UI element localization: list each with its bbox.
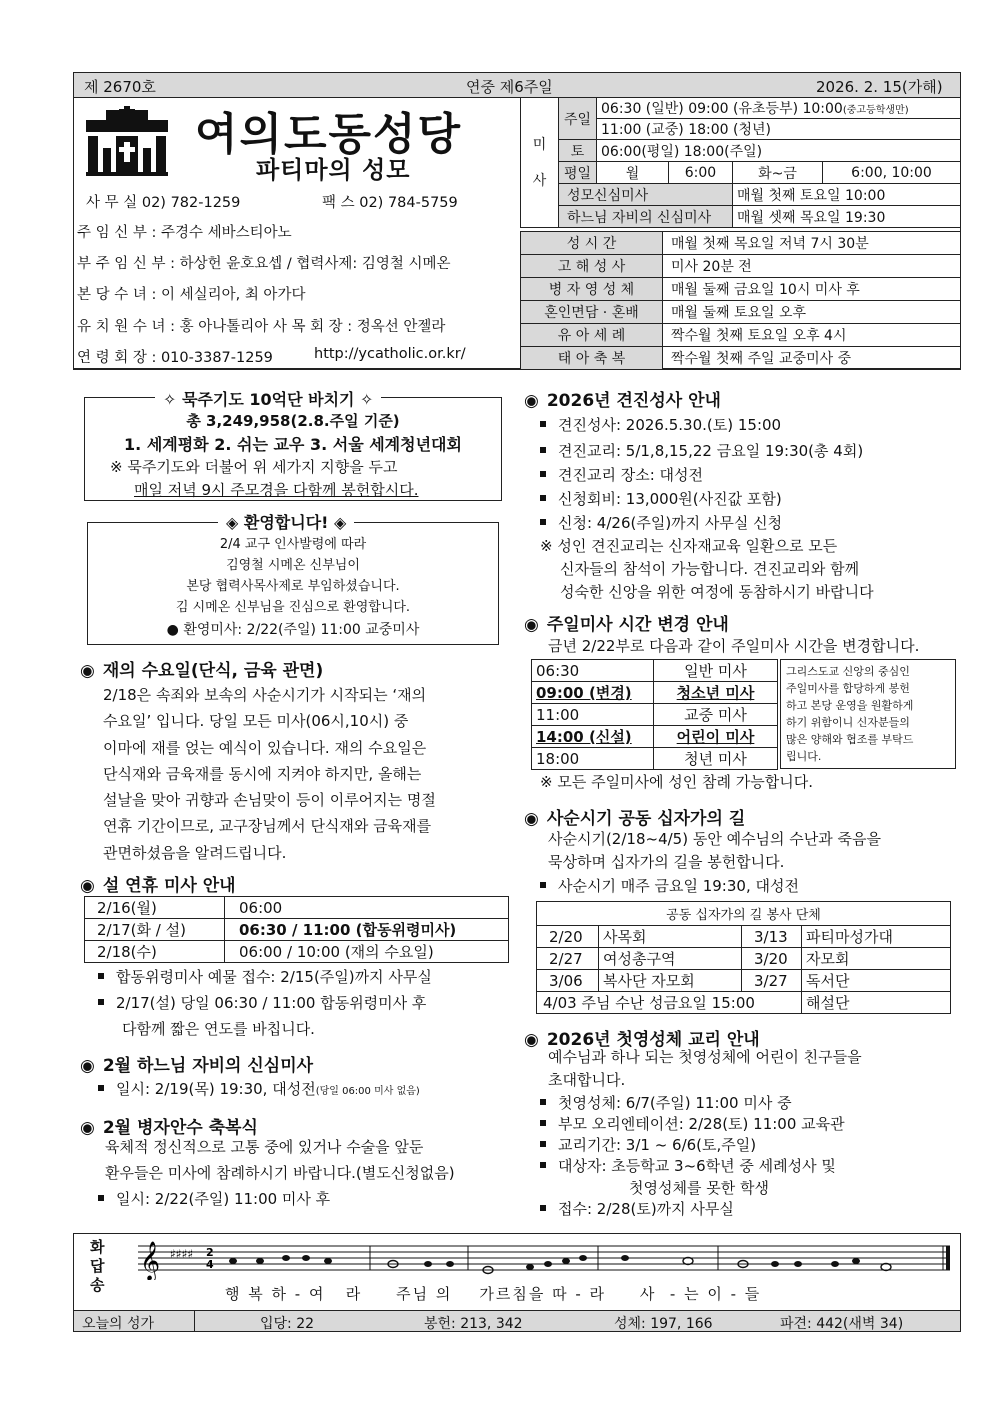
note-line: 립니다.: [786, 750, 822, 763]
ash-line: 이마에 재를 얹는 예식이 있습니다. 재의 수요일은: [103, 738, 427, 757]
new-year-date: 2/17(화 / 설): [85, 919, 225, 941]
confirmation-title: 2026년 견진성사 안내: [546, 391, 721, 411]
kindergarten-line: 유 치 원 수 녀 : 홍 아나톨리아 사 목 회 장 : 정옥선 안젤라: [77, 319, 446, 335]
tue-fri-label: 화~금: [733, 162, 823, 184]
communion-title: 2026년 첫영성체 교리 안내: [546, 1030, 760, 1050]
sunday-mass-time: 18:00: [532, 748, 654, 770]
cross-date: 3/27: [742, 970, 802, 992]
square-bullet-icon: [98, 973, 104, 979]
issue-bar: [73, 72, 961, 98]
sunday-mass-time: 11:00: [532, 704, 654, 726]
sunday-mass-line2: 11:00 (교중) 18:00 (청년): [597, 119, 961, 140]
communion-item-cont: 첫영성체를 못한 학생: [629, 1179, 769, 1197]
cross-date: 3/13: [742, 926, 802, 948]
new-year-table: [84, 896, 509, 963]
hymns-footer: [73, 1310, 961, 1332]
mercy-heading: [80, 1051, 313, 1076]
cross-table-title: 공동 십자가의 길 봉사 단체: [537, 902, 951, 926]
new-year-time: 06:30 / 11:00 (합동위령미사): [225, 919, 509, 941]
sick-line-2: 환우들은 미사에 참례하시기 바랍니다.(별도신청없음): [105, 1164, 455, 1182]
sick-title: 2월 병자안수 축복식: [102, 1118, 258, 1138]
square-bullet-icon: [540, 1099, 546, 1105]
communion-line-2: 초대합니다.: [548, 1071, 626, 1089]
square-bullet-icon: [540, 882, 546, 888]
mass-schedule-table: [520, 97, 961, 228]
mary-devotion-time: 매월 첫째 토요일 10:00: [733, 184, 961, 206]
cross-last-date: 4/03 주님 수난 성금요일 15:00: [537, 992, 802, 1014]
recessional-hymn: 파견: 442(새벽 34): [780, 1316, 904, 1332]
sunday-change-intro: 금년 2/22부로 다음과 같이 주일미사 시간을 변경합니다.: [548, 637, 920, 655]
weekday-label: 평일: [559, 162, 597, 184]
ash-line: 2/18은 속죄와 보속의 사순시기가 시작되는 ‘재의: [103, 686, 427, 704]
sunday-mass-time: 14:00 (신설): [532, 726, 654, 748]
target-bullet-icon: ◉: [80, 876, 95, 896]
note-line: 많은 양해와 협조를 부탁드: [786, 733, 914, 746]
rosary-total: 총 3,249,958(2.8.주일 기준): [186, 412, 400, 430]
confirmation-item: 신청회비: 13,000원(사진값 포함): [534, 488, 782, 511]
sacrament-label: 병 자 영 성 체: [521, 278, 663, 301]
target-bullet-icon: ◉: [80, 661, 95, 681]
cross-group: 자모회: [802, 948, 951, 970]
cross-title: 사순시기 공동 십자가의 길: [546, 809, 746, 829]
sunday-change-table: [531, 659, 778, 770]
ash-line: 연휴 기간이므로, 교구장님께서 단식재와 금육재를: [103, 817, 432, 836]
sunday-change-note: ※ 모든 주일미사에 성인 참례 가능합니다.: [540, 773, 814, 791]
square-bullet-icon: [540, 1120, 546, 1126]
cross-group: 파티마성가대: [802, 926, 951, 948]
new-year-bullet: 2/17(설) 당일 06:30 / 11:00 합동위령미사 후: [92, 992, 426, 1015]
cross-date: 2/20: [537, 926, 599, 948]
sunday-mass-line1: 06:30 (일반) 09:00 (유초등부) 10:00: [601, 101, 843, 117]
ash-line: 설날을 맞아 귀향과 손님맞이 등이 이루어지는 명절: [103, 791, 436, 810]
ash-line: 단식재와 금육재를 동시에 지켜야 하지만, 올해는: [103, 764, 422, 783]
sunday-change-title: 주일미사 시간 변경 안내: [546, 615, 729, 635]
cross-group: 복사단 자모회: [599, 970, 742, 992]
psalm-lyrics: 행 복 하 - 여 라 주님 의 가르침을 따 - 라 사 - 는 이 - 들: [225, 1285, 762, 1303]
confirmation-note-3: 성숙한 신앙을 위한 여정에 동참하시기 바랍니다: [560, 583, 874, 601]
communion-hymns: 성체: 197, 166: [614, 1316, 713, 1332]
welcome-line: 2/4 교구 인사발령에 따라: [219, 537, 367, 552]
square-bullet-icon: [540, 1205, 546, 1211]
church-logo-icon: [86, 106, 168, 176]
rosary-intentions: 1. 세계평화 2. 쉬는 교우 3. 서울 세계청년대회: [124, 435, 462, 454]
sacrament-value: 짝수월 첫째 토요일 오후 4시: [663, 324, 961, 347]
parish-subtitle: 파티마의 성모: [256, 156, 411, 184]
note-line: 하고 본당 운영을 원활하게: [786, 699, 914, 712]
office-phone: 사 무 실 02) 782-1259: [86, 195, 241, 211]
note-line: 하기 위함이니 신자분들의: [786, 716, 910, 729]
welcome-line: 본당 협력사목사제로 부임하셨습니다.: [186, 579, 400, 594]
confirmation-item: 신청: 4/26(주일)까지 사무실 신청: [534, 512, 782, 535]
sacrament-value: 짝수월 첫째 주일 교중미사 중: [663, 347, 961, 370]
svg-text:𝄞: 𝄞: [140, 1241, 161, 1280]
sacrament-label: 성 시 간: [521, 232, 663, 255]
rosary-note-2: 매일 저녁 9시 주모경을 다함께 봉헌합시다.: [134, 481, 419, 499]
mercy-title: 2월 하느님 자비의 신심미사: [102, 1056, 314, 1076]
psalm-label: 화 답 송: [90, 1238, 105, 1294]
square-bullet-icon: [540, 519, 546, 525]
target-bullet-icon: ◉: [524, 391, 539, 411]
issue-date: 2026. 2. 15(가해): [816, 78, 943, 96]
sunday-change-heading: [524, 610, 729, 635]
ash-wednesday-title: 재의 수요일(단식, 금육 관면): [102, 661, 324, 681]
target-bullet-icon: ◉: [80, 1056, 95, 1076]
ash-line: 관면하셨음을 알려드립니다.: [103, 843, 287, 862]
new-year-time: 06:00 / 10:00 (재의 수요일): [225, 941, 509, 963]
confirmation-note-1: ※ 성인 견진교리는 신자재교육 일환으로 모든: [540, 537, 838, 555]
cross-group: 여성총구역: [599, 948, 742, 970]
parish-url[interactable]: http://ycatholic.or.kr/: [314, 346, 466, 362]
sacrament-value: 매월 둘째 토요일 오후: [663, 301, 961, 324]
saturday-label: 토: [559, 140, 597, 162]
sisters-line: 본 당 수 녀 : 이 세실리아, 최 아가다: [77, 287, 306, 303]
sick-bullet: 일시: 2/22(주일) 11:00 미사 후: [92, 1188, 330, 1211]
communion-line-1: 예수님과 하나 되는 첫영성체에 어린이 친구들을: [548, 1048, 862, 1066]
cross-service-table: [536, 901, 951, 1014]
cross-group: 독서단: [802, 970, 951, 992]
fax-number: 팩 스 02) 784-5759: [322, 195, 458, 211]
sunday-mass-name: 교중 미사: [654, 704, 778, 726]
cross-bullet: 사순시기 매주 금요일 19:30, 대성전: [534, 875, 799, 898]
communion-item: 접수: 2/28(토)까지 사무실: [534, 1198, 734, 1221]
target-bullet-icon: ◉: [524, 809, 539, 829]
cross-group: 해설단: [802, 992, 951, 1014]
welcome-line: 김 시메온 신부님을 진심으로 환영합니다.: [175, 600, 411, 615]
confirmation-item: 견진교리: 5/1,8,15,22 금요일 19:30(총 4회): [534, 440, 863, 463]
sacrament-value: 매월 둘째 금요일 10시 미사 후: [663, 278, 961, 301]
square-bullet-icon: [540, 1162, 546, 1168]
cross-date: 2/27: [537, 948, 599, 970]
issue-number: 제 2670호: [84, 78, 156, 96]
square-bullet-icon: [540, 471, 546, 477]
communion-item: 첫영성체: 6/7(주일) 11:00 미사 중: [534, 1092, 792, 1115]
new-year-time: 06:00: [225, 897, 509, 919]
square-bullet-icon: [540, 1141, 546, 1147]
welcome-title: ◈ 환영합니다! ◈: [218, 510, 354, 533]
confirmation-note-2: 신자들의 참석이 가능합니다. 견진교리와 함께: [560, 560, 860, 578]
welcome-mass: ● 환영미사: 2/22(주일) 11:00 교중미사: [166, 622, 420, 638]
confirmation-heading: [524, 386, 721, 411]
communion-item: 교리기간: 3/1 ~ 6/6(토,주일): [534, 1134, 756, 1157]
sunday-mass-time: 09:00 (변경): [532, 682, 654, 704]
pastor-line: 주 임 신 부 : 주경수 세바스티아노: [77, 225, 292, 241]
sunday-mass-name: 청소년 미사: [654, 682, 778, 704]
sick-line-1: 육체적 정신적으로 고통 중에 있거나 수술을 앞둔: [105, 1138, 424, 1156]
sunday-mass-line1-note: (중고등학생만): [842, 105, 909, 116]
welcome-line: 김영철 시메온 신부님이: [226, 558, 360, 573]
sunday-mass-name: 일반 미사: [654, 660, 778, 682]
square-bullet-icon: [540, 421, 546, 427]
rosary-title: ✧ 묵주기도 10억단 바치기 ✧: [155, 387, 381, 410]
target-bullet-icon: ◉: [524, 615, 539, 635]
sunday-label: 주일: [559, 98, 597, 140]
ash-wednesday-heading: [80, 656, 323, 681]
svg-text:2: 2: [206, 1246, 214, 1259]
note-line: 그리스도교 신앙의 중심인: [786, 665, 910, 678]
cross-date: 3/06: [537, 970, 599, 992]
new-year-bullet: 합동위령미사 예물 접수: 2/15(주일)까지 사무실: [92, 966, 432, 989]
communion-item: 대상자: 초등학교 3~6학년 중 세례성사 및: [534, 1155, 836, 1178]
chair-line: 연 령 회 장 : 010-3387-1259: [77, 350, 273, 366]
cross-line-2: 묵상하며 십자가의 길을 봉헌합니다.: [548, 853, 785, 871]
sacrament-label: 유 아 세 례: [521, 324, 663, 347]
tue-fri-time: 6:00, 10:00: [823, 162, 961, 184]
mary-devotion-label: 성모신심미사: [559, 184, 733, 206]
note-line: 주일미사를 합당하게 봉헌: [786, 682, 910, 695]
communion-item: 부모 오리엔테이션: 2/28(토) 11:00 교육관: [534, 1113, 845, 1136]
rosary-note-1: ※ 묵주기도와 더불어 위 세가지 지향을 두고: [110, 458, 398, 476]
liturgical-sunday: 연중 제6주일: [466, 78, 553, 96]
sacrament-label: 고 해 성 사: [521, 255, 663, 278]
monday-label: 월: [597, 162, 669, 184]
square-bullet-icon: [98, 999, 104, 1005]
square-bullet-icon: [540, 447, 546, 453]
ash-wednesday-body: [103, 682, 436, 866]
sunday-mass-time: 06:30: [532, 660, 654, 682]
cross-group: 사목회: [599, 926, 742, 948]
cross-heading: [524, 804, 745, 829]
square-bullet-icon: [98, 1195, 104, 1201]
entrance-hymn: 입당: 22: [260, 1316, 315, 1332]
target-bullet-icon: ◉: [80, 1118, 95, 1138]
saturday-mass-times: 06:00(평일) 18:00(주일): [597, 140, 961, 162]
sacraments-table: [520, 231, 961, 370]
new-year-title: 설 연휴 미사 안내: [102, 876, 236, 896]
square-bullet-icon: [540, 495, 546, 501]
sacrament-label: 혼인면담 · 혼배: [521, 301, 663, 324]
new-year-bullet-cont: 다함께 짧은 연도를 바칩니다.: [122, 1020, 315, 1038]
new-year-date: 2/18(수): [85, 941, 225, 963]
cross-date: 3/20: [742, 948, 802, 970]
svg-text:4: 4: [206, 1258, 214, 1271]
mercy-devotion-label: 하느님 자비의 신심미사: [559, 206, 733, 228]
assistant-pastor-line: 부 주 임 신 부 : 하상헌 윤호요셉 / 협력사제: 김영철 시메온: [77, 256, 451, 272]
music-staff-icon: [138, 1240, 953, 1280]
new-year-heading: [80, 871, 236, 896]
cross-line-1: 사순시기(2/18~4/5) 동안 예수님의 수난과 죽음을: [548, 830, 882, 848]
sick-heading: [80, 1113, 258, 1138]
confirmation-item: 견진교리 장소: 대성전: [534, 464, 703, 487]
sunday-change-note-box: [780, 659, 956, 769]
sacrament-value: 미사 20분 전: [663, 255, 961, 278]
sacrament-label: 태 아 축 복: [521, 347, 663, 370]
target-bullet-icon: ◉: [524, 1030, 539, 1050]
parish-name: 여의도동성당: [195, 110, 463, 159]
svg-text:♯♯♯♯: ♯♯♯♯: [170, 1247, 194, 1261]
sacrament-value: 매월 첫째 목요일 저녁 7시 30분: [663, 232, 961, 255]
offertory-hymns: 봉헌: 213, 342: [424, 1316, 523, 1332]
sunday-mass-name: 청년 미사: [654, 748, 778, 770]
mercy-bullet: 일시: 2/19(목) 19:30, 대성전(당일 06:00 미사 없음): [92, 1078, 420, 1103]
confirmation-item: 견진성사: 2026.5.30.(토) 15:00: [534, 414, 781, 437]
new-year-date: 2/16(월): [85, 897, 225, 919]
square-bullet-icon: [98, 1085, 104, 1091]
sunday-mass-name: 어린이 미사: [654, 726, 778, 748]
mercy-devotion-time: 매월 셋째 목요일 19:30: [733, 206, 961, 228]
mass-side-label: 미 사: [521, 98, 559, 228]
hymns-label: 오늘의 성가: [82, 1316, 155, 1332]
monday-time: 6:00: [669, 162, 733, 184]
ash-line: 수요일’ 입니다. 당일 모든 미사(06시,10시) 중: [103, 712, 409, 731]
